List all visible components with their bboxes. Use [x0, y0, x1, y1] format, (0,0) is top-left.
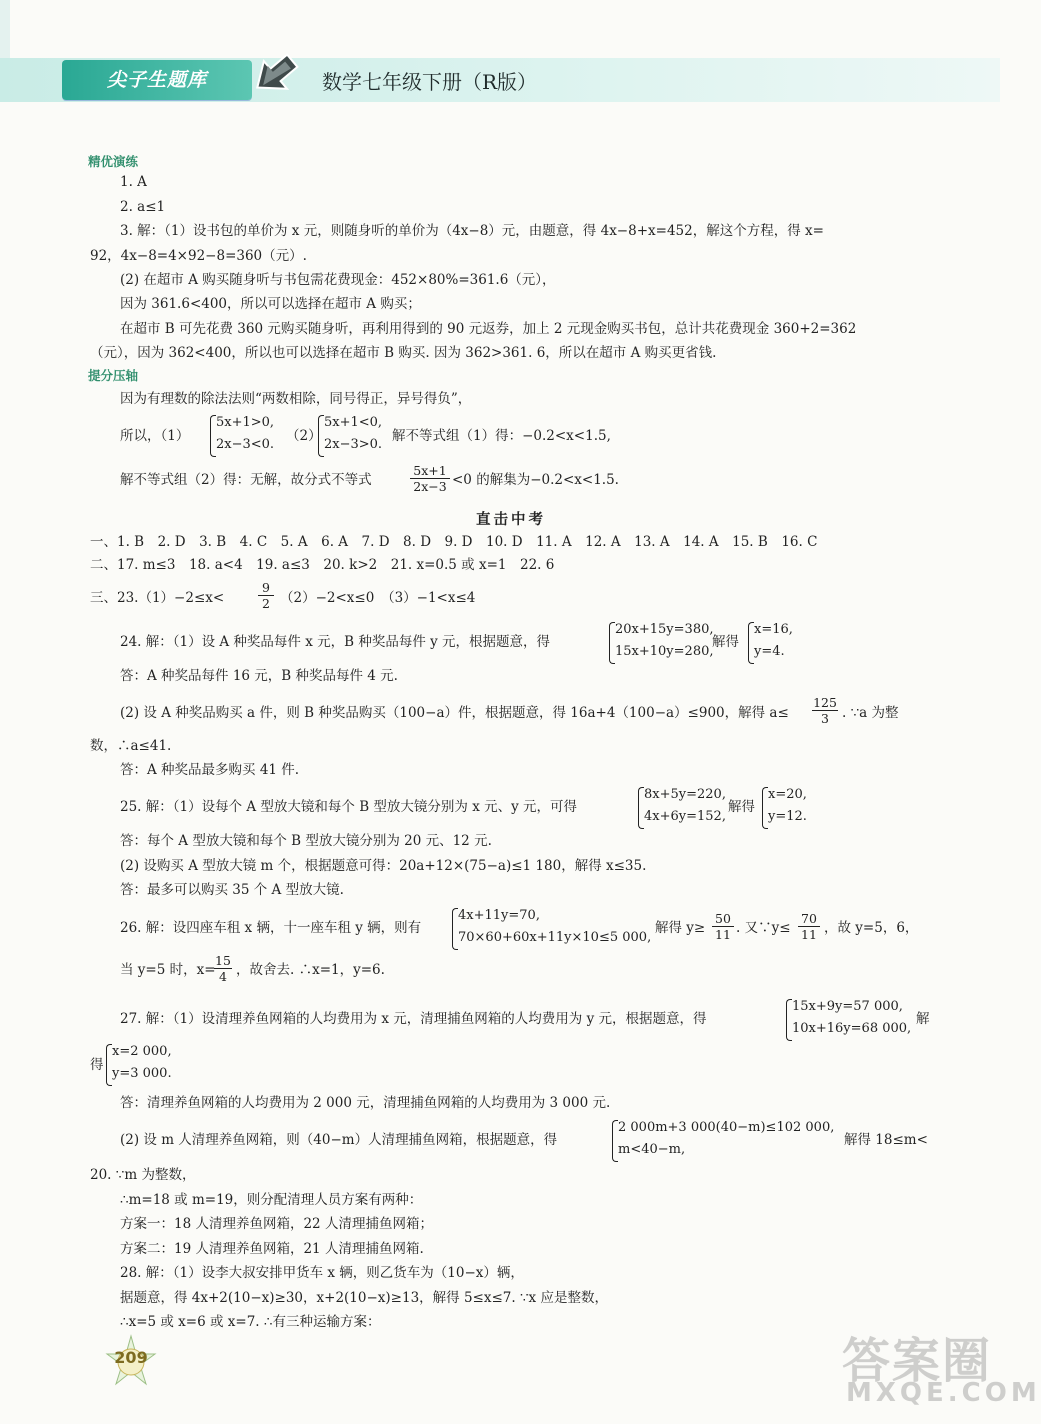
answer-line: (2) 在超市 A 购买随身听与书包需花费现金：452×80%=361.6（元），: [120, 272, 556, 288]
brand-label: 尖子生题库: [62, 60, 252, 100]
section-jingyou: 精优演练: [88, 154, 139, 169]
answer-line: 解得: [728, 799, 755, 815]
system-line: 4x+11y=70,: [458, 908, 540, 923]
answer-line: 20. ∵m 为整数，: [90, 1167, 196, 1183]
fraction: [712, 911, 734, 942]
fraction: [798, 911, 820, 942]
answer-line: 答：每个 A 型放大镜和每个 B 型放大镜分别为 20 元、12 元.: [120, 833, 492, 849]
fraction-numerator: 9: [262, 580, 270, 595]
answer-line: (2) 设购买 A 型放大镜 m 个，根据题意可得：20a+12×(75−a)≤1 180，解得 x≤35.: [120, 858, 647, 874]
fraction-numerator: 125: [813, 695, 837, 710]
answer-line: 26. 解：设四座车租 x 辆，十一座车租 y 辆，则有: [120, 920, 422, 936]
system-line: 20x+15y=380,: [615, 622, 714, 637]
answer-line: 一、1. B 2. D 3. B 4. C 5. A 6. A 7. D 8. D 9. D 10. D 11. A 12. A 13. A 14. A 15. B 16. C: [90, 534, 818, 550]
answer-line: （2）: [286, 428, 322, 444]
watermark-url: MXQE.COM: [846, 1378, 1041, 1408]
system-line: y=4.: [754, 644, 785, 659]
system-line: 15x+9y=57 000,: [792, 999, 903, 1014]
answer-line: 24. 解：（1）设 A 种奖品每件 x 元，B 种奖品每件 y 元，根据题意，得: [120, 634, 551, 650]
system-line: x=20,: [768, 787, 807, 802]
answer-line: 答：A 种奖品每件 16 元，B 种奖品每件 4 元.: [120, 668, 398, 684]
answer-line: ∴x=5 或 x=6 或 x=7. ∴有三种运输方案：: [120, 1314, 381, 1330]
system-line: y=3 000.: [112, 1066, 172, 1081]
answer-line: 因为有理数的除法法则“两数相除，同号得正，异号得负”，: [120, 391, 472, 407]
answer-line: 数，∴a≤41.: [90, 738, 172, 754]
arrow-icon: [252, 52, 304, 104]
system-line: x=16,: [754, 622, 793, 637]
answer-line: ∴m=18 或 m=19，则分配清理人员方案有两种：: [120, 1192, 423, 1208]
page-number: 209: [114, 1348, 148, 1367]
answer-line: 25. 解：（1）设每个 A 型放大镜和每个 B 型放大镜分别为 x 元、y 元，可得: [120, 799, 578, 815]
fraction: [812, 695, 838, 726]
system-line: 4x+6y=152,: [644, 809, 726, 824]
book-title: 数学七年级下册（R版）: [322, 70, 538, 94]
answer-line: (2) 设 m 人清理养鱼网箱，则（40−m）人清理捕鱼网箱，根据题意，得: [120, 1132, 558, 1148]
answer-line: 解得: [712, 634, 739, 650]
answer-line: 据题意，得 4x+2(10−x)≥30，x+2(10−x)≥13，解得 5≤x≤7. ∵x 应是整数，: [120, 1290, 608, 1306]
answer-line: 解不等式组（1）得：−0.2<x<1.5,: [392, 428, 611, 444]
answer-line: 方案一：18 人清理养鱼网箱，22 人清理捕鱼网箱；: [120, 1216, 433, 1232]
answer-line: . ∵a 为整: [842, 705, 899, 721]
answer-line: ，故舍去. ∴x=1，y=6.: [236, 962, 385, 978]
fraction-denominator: 2: [258, 595, 274, 611]
answer-line: 方案二：19 人清理养鱼网箱，21 人清理捕鱼网箱.: [120, 1241, 424, 1257]
answer-line: 2. a≤1: [120, 199, 166, 215]
system-line: 2 000m+3 000(40−m)≤102 000,: [618, 1120, 835, 1135]
system-line: 10x+16y=68 000,: [792, 1021, 912, 1036]
section-tifen: 提分压轴: [88, 368, 139, 383]
fraction-numerator: 5x+1: [413, 463, 447, 478]
system-line: m<40−m,: [618, 1142, 686, 1157]
fraction: [410, 463, 450, 494]
answer-line: 当 y=5 时，x=: [120, 962, 216, 978]
answer-line: 得: [90, 1057, 104, 1073]
fraction-denominator: 11: [712, 926, 734, 942]
answer-line: 1. A: [120, 174, 147, 190]
system-line: 2x−3>0.: [324, 437, 383, 452]
fraction-numerator: 70: [801, 911, 817, 926]
system-line: 5x+1>0,: [216, 415, 275, 430]
fraction: [258, 580, 274, 611]
section-zhiji: 直击中考: [476, 511, 546, 528]
system-line: 8x+5y=220,: [644, 787, 726, 802]
system-line: 70×60+60x+11y×10≤5 000,: [458, 930, 652, 945]
fraction-denominator: 4: [214, 968, 232, 984]
answer-line: （2）−2<x≤0 （3）−1<x≤4: [280, 590, 476, 606]
corner-strip: [0, 0, 10, 58]
answer-line: 答：最多可以购买 35 个 A 型放大镜.: [120, 882, 344, 898]
fraction-denominator: 3: [812, 710, 838, 726]
system-line: x=2 000,: [112, 1044, 172, 1059]
fraction-denominator: 11: [798, 926, 820, 942]
answer-line: 三、23.（1）−2≤x<: [90, 590, 225, 606]
answer-line: 在超市 B 可先花费 360 元购买随身听，再利用得到的 90 元返券，加上 2 元现金购买书包，总计共花费现金 360+2=362: [120, 321, 857, 337]
fraction-numerator: 50: [715, 911, 731, 926]
answer-line: 答：A 种奖品最多购买 41 件.: [120, 762, 300, 778]
system-line: y=12.: [768, 809, 807, 824]
system-line: 5x+1<0,: [324, 415, 383, 430]
answer-line: (2) 设 A 种奖品购买 a 件，则 B 种奖品购买（100−a）件，根据题意，得 16a+4（100−a）≤900，解得 a≤: [120, 705, 789, 721]
answer-line: . 又∵y≤: [736, 920, 791, 936]
answer-line: 因为 361.6<400，所以可以选择在超市 A 购买；: [120, 296, 421, 312]
answer-line: 解得 y≥: [655, 920, 706, 936]
answer-line: 27. 解：（1）设清理养鱼网箱的人均费用为 x 元，清理捕鱼网箱的人均费用为 y 元，根据题意，得: [120, 1011, 707, 1027]
answer-line: 28. 解：（1）设李大叔安排甲货车 x 辆，则乙货车为（10−x）辆，: [120, 1265, 524, 1281]
fraction-denominator: 2x−3: [410, 478, 450, 494]
answer-line: 二、17. m≤3 18. a<4 19. a≤3 20. k>2 21. x=0.5 或 x=1 22. 6: [90, 557, 555, 573]
answer-line: 所以，（1）: [120, 428, 190, 444]
answer-line: 解: [916, 1011, 930, 1027]
answer-line: 解不等式组（2）得：无解，故分式不等式: [120, 472, 372, 488]
answer-line: 解得 18≤m<: [844, 1132, 928, 1148]
answer-line: 答：清理养鱼网箱的人均费用为 2 000 元，清理捕鱼网箱的人均费用为 3 000 元.: [120, 1095, 611, 1111]
answer-line: ，故 y=5，6，: [824, 920, 919, 936]
answer-line: 92，4x−8=4×92−8=360（元）.: [90, 248, 307, 264]
answer-line: <0 的解集为−0.2<x<1.5.: [452, 472, 619, 488]
watermark-logo: 答案圈: [842, 1333, 993, 1389]
answer-line: （元），因为 362<400，所以也可以选择在超市 B 购买. 因为 362>361. 6，所以在超市 A 购买更省钱.: [90, 345, 717, 361]
fraction-numerator: 15: [215, 953, 231, 968]
fraction: [214, 953, 232, 984]
answer-line: 3. 解：（1）设书包的单价为 x 元，则随身听的单价为（4x−8）元，由题意，得 4x−8+x=452，解这个方程，得 x=: [120, 223, 824, 239]
system-line: 2x−3<0.: [216, 437, 275, 452]
system-line: 15x+10y=280,: [615, 644, 714, 659]
